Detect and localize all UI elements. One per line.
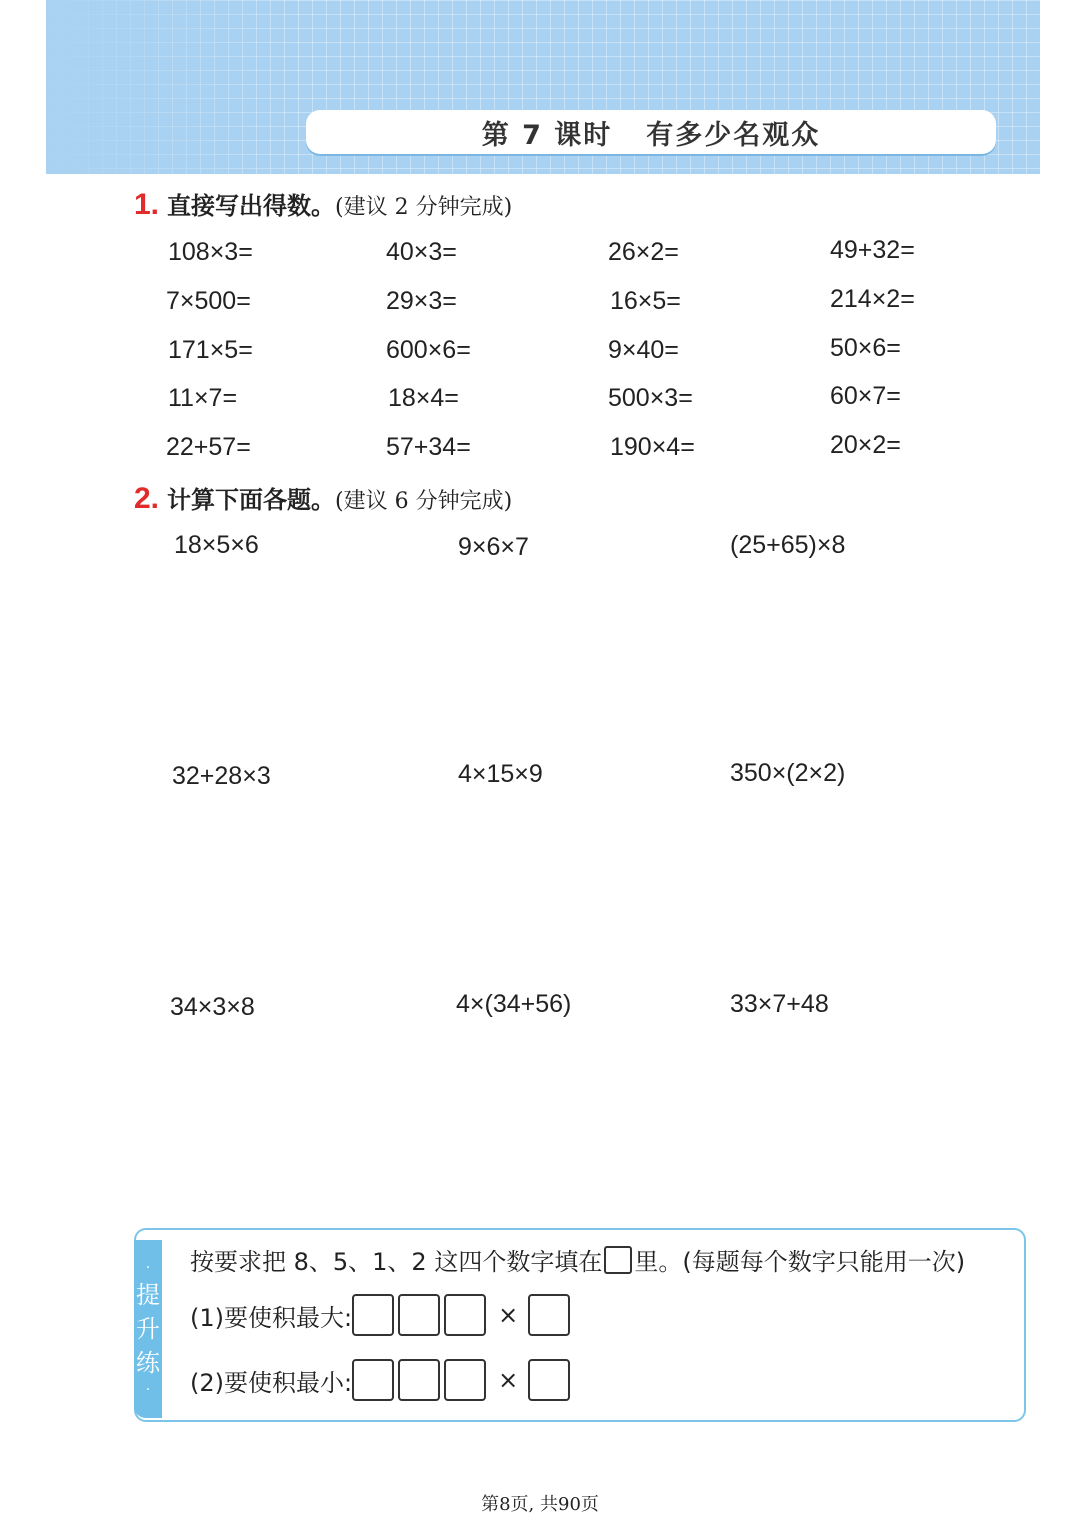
section1-number: 1. bbox=[134, 188, 160, 221]
section2-instruction: 计算下面各题。 bbox=[167, 486, 336, 514]
calc-problem: 9×6×7 bbox=[458, 533, 529, 561]
answer-box[interactable] bbox=[528, 1294, 570, 1336]
section2-hint: (建议 6 分钟完成) bbox=[335, 489, 513, 514]
practice-item-2 bbox=[190, 1359, 574, 1401]
calc-problem: 350×(2×2) bbox=[730, 759, 846, 787]
oral-problem: 18×4= bbox=[388, 384, 459, 412]
oral-problem: 190×4= bbox=[610, 433, 695, 461]
practice-item-1 bbox=[190, 1294, 574, 1336]
answer-box[interactable] bbox=[398, 1359, 440, 1401]
practice-instruction bbox=[190, 1242, 965, 1277]
calc-problem: 33×7+48 bbox=[730, 990, 829, 1018]
tag-char: 提 bbox=[136, 1281, 160, 1309]
answer-box[interactable] bbox=[444, 1359, 486, 1401]
oral-problem: 50×6= bbox=[830, 334, 901, 362]
answer-box[interactable] bbox=[398, 1294, 440, 1336]
oral-problem: 9×40= bbox=[608, 336, 679, 364]
square-symbol bbox=[604, 1246, 632, 1274]
answer-box[interactable] bbox=[352, 1359, 394, 1401]
oral-problem: 214×2= bbox=[830, 285, 915, 313]
oral-problem: 600×6= bbox=[386, 336, 471, 364]
section2-number: 2. bbox=[134, 482, 160, 515]
practice-item-label: (2)要使积最小: bbox=[190, 1368, 353, 1397]
oral-problem: 60×7= bbox=[830, 382, 901, 410]
answer-box[interactable] bbox=[444, 1294, 486, 1336]
header-banner-fade bbox=[46, 0, 306, 174]
oral-problem: 49+32= bbox=[830, 236, 915, 264]
tag-dot: · bbox=[145, 1260, 151, 1276]
times-sign: × bbox=[498, 1366, 519, 1394]
tag-char: 升 bbox=[136, 1315, 160, 1343]
calc-problem: 4×15×9 bbox=[458, 760, 543, 788]
tag-char: 练 bbox=[136, 1349, 160, 1377]
oral-problem: 57+34= bbox=[386, 433, 471, 461]
lesson-title: 有多少名观众 bbox=[646, 119, 821, 151]
oral-problem: 29×3= bbox=[386, 287, 457, 315]
oral-problem: 40×3= bbox=[386, 238, 457, 266]
oral-problem: 11×7= bbox=[168, 384, 238, 412]
oral-problem: 171×5= bbox=[168, 336, 253, 364]
calc-problem: 32+28×3 bbox=[172, 762, 271, 790]
section1-hint: (建议 2 分钟完成) bbox=[335, 195, 513, 220]
oral-problem: 16×5= bbox=[610, 287, 681, 315]
lesson-title-bar bbox=[306, 110, 996, 154]
answer-box[interactable] bbox=[352, 1294, 394, 1336]
calc-problem: 4×(34+56) bbox=[456, 990, 572, 1018]
calc-problem: 18×5×6 bbox=[174, 531, 259, 559]
oral-problem: 26×2= bbox=[608, 238, 679, 266]
oral-problem: 108×3= bbox=[168, 238, 253, 266]
practice-item-label: (1)要使积最大: bbox=[190, 1303, 353, 1332]
page-footer: 第8页, 共90页 bbox=[481, 1494, 599, 1515]
lesson-number: 第 7 课时 bbox=[481, 119, 613, 151]
oral-problem: 500×3= bbox=[608, 384, 693, 412]
section2-heading bbox=[134, 480, 512, 516]
practice-instruction-text: 按要求把 8、5、1、2 这四个数字填在 bbox=[190, 1248, 603, 1276]
answer-box[interactable] bbox=[528, 1359, 570, 1401]
oral-problem: 7×500= bbox=[166, 287, 251, 315]
times-sign: × bbox=[498, 1301, 519, 1329]
calc-problem: (25+65)×8 bbox=[730, 531, 846, 559]
calc-problem: 34×3×8 bbox=[170, 993, 255, 1021]
section1-heading bbox=[134, 186, 512, 222]
practice-instruction-text: 里。(每题每个数字只能用一次) bbox=[634, 1248, 966, 1276]
oral-problem: 20×2= bbox=[830, 431, 901, 459]
section1-instruction: 直接写出得数。 bbox=[167, 192, 336, 220]
tag-dot: · bbox=[145, 1382, 151, 1398]
practice-tag bbox=[134, 1240, 162, 1418]
oral-problem: 22+57= bbox=[166, 433, 251, 461]
